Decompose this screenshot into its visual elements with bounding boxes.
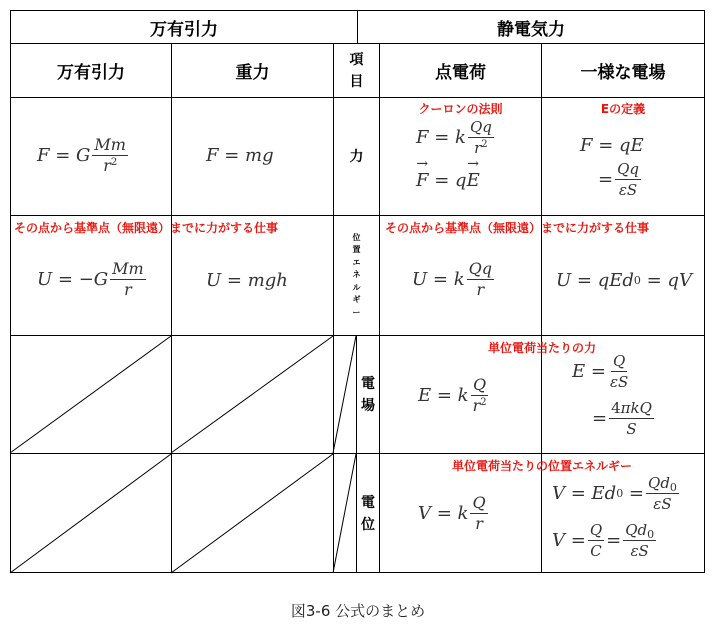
work-note-gravitation: その点から基準点（無限遠）までに力がする仕事 (14, 221, 279, 235)
formula-e-definition: F = qE (580, 135, 644, 156)
row-label-char: 力 (349, 148, 364, 165)
formula-uniform-potential-1: V = Ed 0 = $\frac{Qd_0}{\varepsilon S}$ (552, 474, 677, 513)
column-header-gravity: 重力 (235, 63, 270, 83)
row-label-char: 位 (361, 516, 375, 533)
formula-coulomb-law: F = k $\frac{Qq}{r^2}$ (416, 118, 492, 157)
column-header-uniform-field: 一様な電場 (580, 63, 666, 83)
empty-diagonal (171, 454, 333, 573)
formula-uniform-field-cont: = $\frac{\text{4πkQ}}{S}$ (592, 399, 652, 438)
formula-uniform-potential-2: V = $\frac{Q}{C}$ = $\frac{Qd_0}{\varepsilon S}$ (552, 521, 655, 560)
empty-diagonal (333, 336, 356, 453)
column-header-item (334, 44, 379, 97)
row-label-char: 場 (361, 397, 375, 414)
empty-diagonal (171, 336, 333, 453)
coulomb-law-note: クーロンの法則 (418, 102, 503, 116)
row-label-char: エ (352, 257, 361, 267)
empty-diagonal (10, 454, 171, 573)
row-label-char: 位 (352, 232, 361, 242)
formula-universal-gravitation-force: F = G $\frac{Mm}{r^2}$ (37, 135, 126, 175)
group-header-gravitation: 万有引力 (150, 19, 218, 40)
formula-force-vector: → F = q → E (416, 170, 480, 191)
field-note: 単位電荷当たりの力 (487, 341, 596, 355)
formula-point-charge-potential: V = k $\frac{Q}{r}$ (418, 493, 486, 533)
row-label-char: ル (352, 282, 361, 292)
formula-point-charge-field: E = k $\frac{Q}{r^2}$ (418, 375, 487, 415)
row-label-char: ネ (352, 270, 361, 280)
empty-diagonal (333, 454, 356, 573)
column-header-point-charge: 点電荷 (435, 63, 486, 83)
formula-e-definition-cont: = $\frac{Qq}{\varepsilon S}$ (598, 160, 639, 199)
row-label-char: ギ (352, 295, 361, 305)
column-header-gravitation: 万有引力 (57, 63, 125, 83)
potential-note: 単位電荷当たりの位置エネルギー (451, 459, 632, 473)
item-char: 目 (349, 73, 364, 90)
work-note-electrostatic: その点から基準点（無限遠）までに力がする仕事 (385, 221, 650, 235)
row-label-electric-potential (357, 454, 379, 573)
e-definition-note: Eの定義 (600, 102, 646, 116)
formula-gravity-force: F = mg (206, 145, 274, 166)
formula-uniform-potential-energy: U = qEd 0 = qV (556, 270, 692, 291)
row-label-char: ー (352, 307, 361, 317)
group-header-electrostatic: 静電気力 (497, 19, 565, 40)
formula-gravitational-potential-energy: U = − G $\frac{Mm}{r}$ (37, 259, 144, 299)
row-label-potential-energy (334, 216, 379, 335)
row-label-char: 電 (361, 375, 375, 392)
item-char: 項 (349, 51, 364, 68)
row-label-char: 置 (352, 245, 361, 255)
row-label-electric-field (357, 336, 379, 453)
row-label-force (334, 98, 379, 215)
empty-diagonal (10, 336, 171, 453)
formula-uniform-field: E = $\frac{Q}{\varepsilon S}$ (572, 352, 629, 391)
formula-coulomb-potential-energy: U = k $\frac{Qq}{r}$ (412, 259, 492, 299)
row-label-char: 電 (361, 494, 375, 511)
formula-gravity-potential-energy: U = mgh (206, 270, 288, 291)
figure-caption: 図3-6 公式のまとめ (290, 602, 426, 620)
